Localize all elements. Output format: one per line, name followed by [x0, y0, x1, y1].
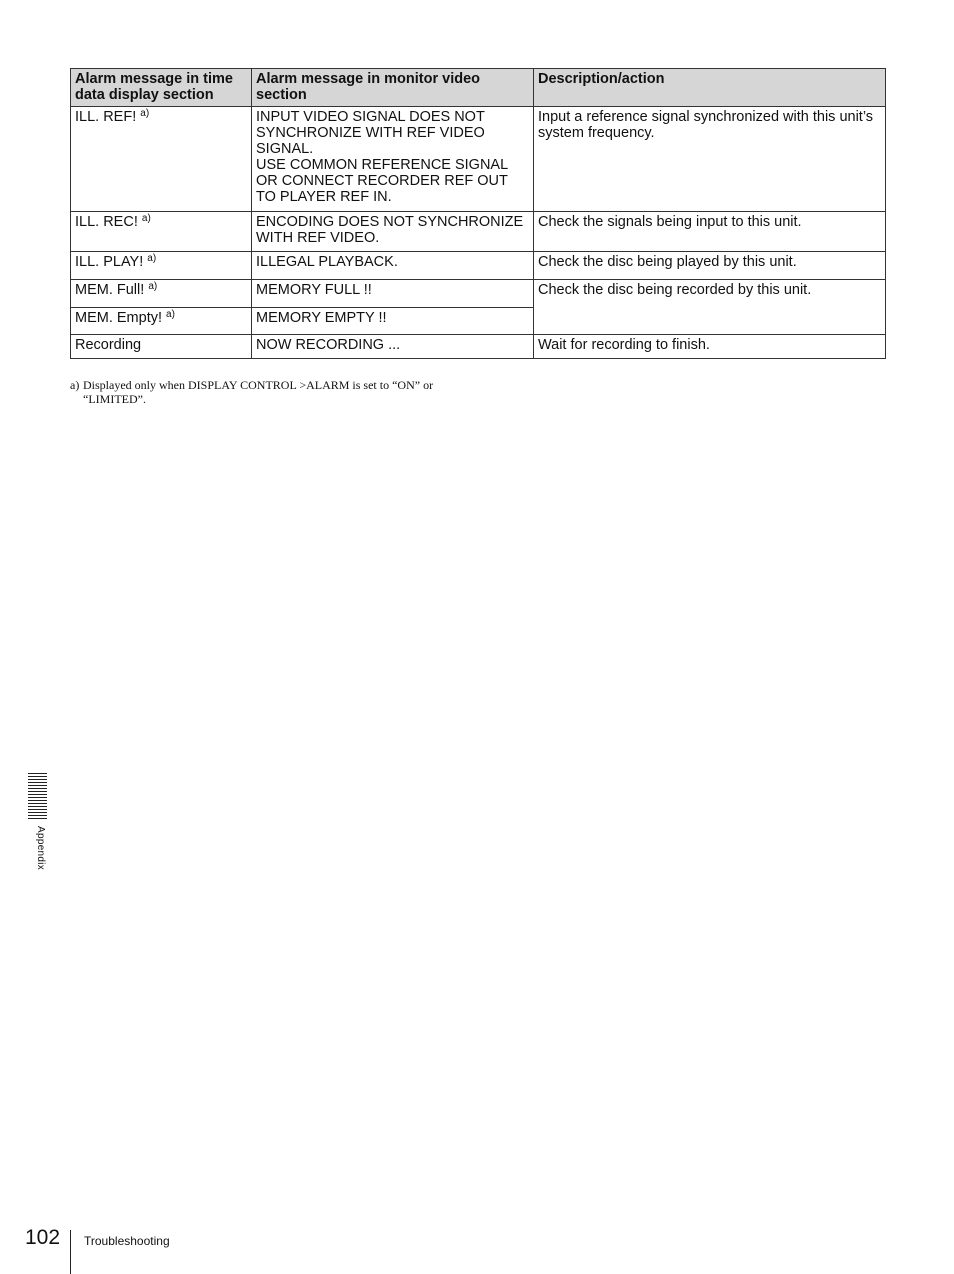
table-row: [71, 335, 886, 359]
time-message-text: ILL. REC!: [75, 214, 138, 230]
table-row: [71, 107, 886, 212]
cell-time-message: [71, 252, 252, 280]
time-message-text: MEM. Empty!: [75, 310, 163, 326]
time-message-text: ILL. PLAY!: [75, 254, 144, 270]
cell-description: Check the disc being recorded by this unit.: [534, 280, 886, 335]
cell-time-message: [71, 335, 252, 359]
time-message-text: Recording: [75, 337, 142, 353]
time-message-text: MEM. Full!: [75, 282, 145, 298]
cell-monitor-message: ENCODING DOES NOT SYNCHRONIZE WITH REF VIDEO.: [252, 212, 534, 252]
cell-description: Check the disc being played by this unit.: [534, 252, 886, 280]
alarm-message-table: [70, 68, 886, 359]
table-row: [71, 212, 886, 252]
cell-description: Wait for recording to finish.: [534, 335, 886, 359]
header-description: Description/action: [534, 69, 886, 107]
cell-time-message: [71, 212, 252, 252]
cell-time-message: [71, 308, 252, 335]
sidebar-section-label: Appendix: [35, 826, 46, 871]
header-monitor-video: Alarm message in monitor video section: [252, 69, 534, 107]
cell-monitor-message: INPUT VIDEO SIGNAL DOES NOT SYNCHRONIZE WITH REF VIDEO SIGNAL. USE COMMON REFERENCE SIGNAL OR CONNECT RECORDER REF OUT TO PLAYER REF IN.: [252, 107, 534, 212]
cell-monitor-message: ILLEGAL PLAYBACK.: [252, 252, 534, 280]
cell-description: Check the signals being input to this unit.: [534, 212, 886, 252]
section-tab-marker: [28, 773, 47, 819]
cell-time-message: [71, 107, 252, 212]
footnote-ref: a): [148, 281, 158, 292]
page-number: 102: [25, 1226, 61, 1249]
footnote-mark: a): [70, 378, 80, 392]
footer-section-name: Troubleshooting: [84, 1234, 170, 1248]
cell-monitor-message: MEMORY EMPTY !!: [252, 308, 534, 335]
cell-monitor-message: MEMORY FULL !!: [252, 280, 534, 308]
cell-time-message: [71, 280, 252, 308]
footnote-text-line2: “LIMITED”.: [83, 392, 146, 406]
footnote-ref: a): [147, 253, 157, 264]
footnote-ref: a): [141, 213, 151, 224]
footnote-ref: a): [140, 108, 150, 119]
table-row: [71, 252, 886, 280]
footnote-ref: a): [166, 309, 175, 320]
cell-description: Input a reference signal synchronized with this unit’s system frequency.: [534, 107, 886, 212]
footer-divider: [70, 1230, 71, 1274]
cell-monitor-message: NOW RECORDING ...: [252, 335, 534, 359]
footnote: [70, 378, 490, 406]
footnote-text-line1: Displayed only when DISPLAY CONTROL >ALARM is set to “ON” or: [83, 378, 434, 392]
header-time-data: Alarm message in time data display section: [71, 69, 252, 107]
time-message-text: ILL. REF!: [75, 109, 137, 125]
table-row: [71, 280, 886, 308]
table-header-row: [71, 69, 886, 107]
